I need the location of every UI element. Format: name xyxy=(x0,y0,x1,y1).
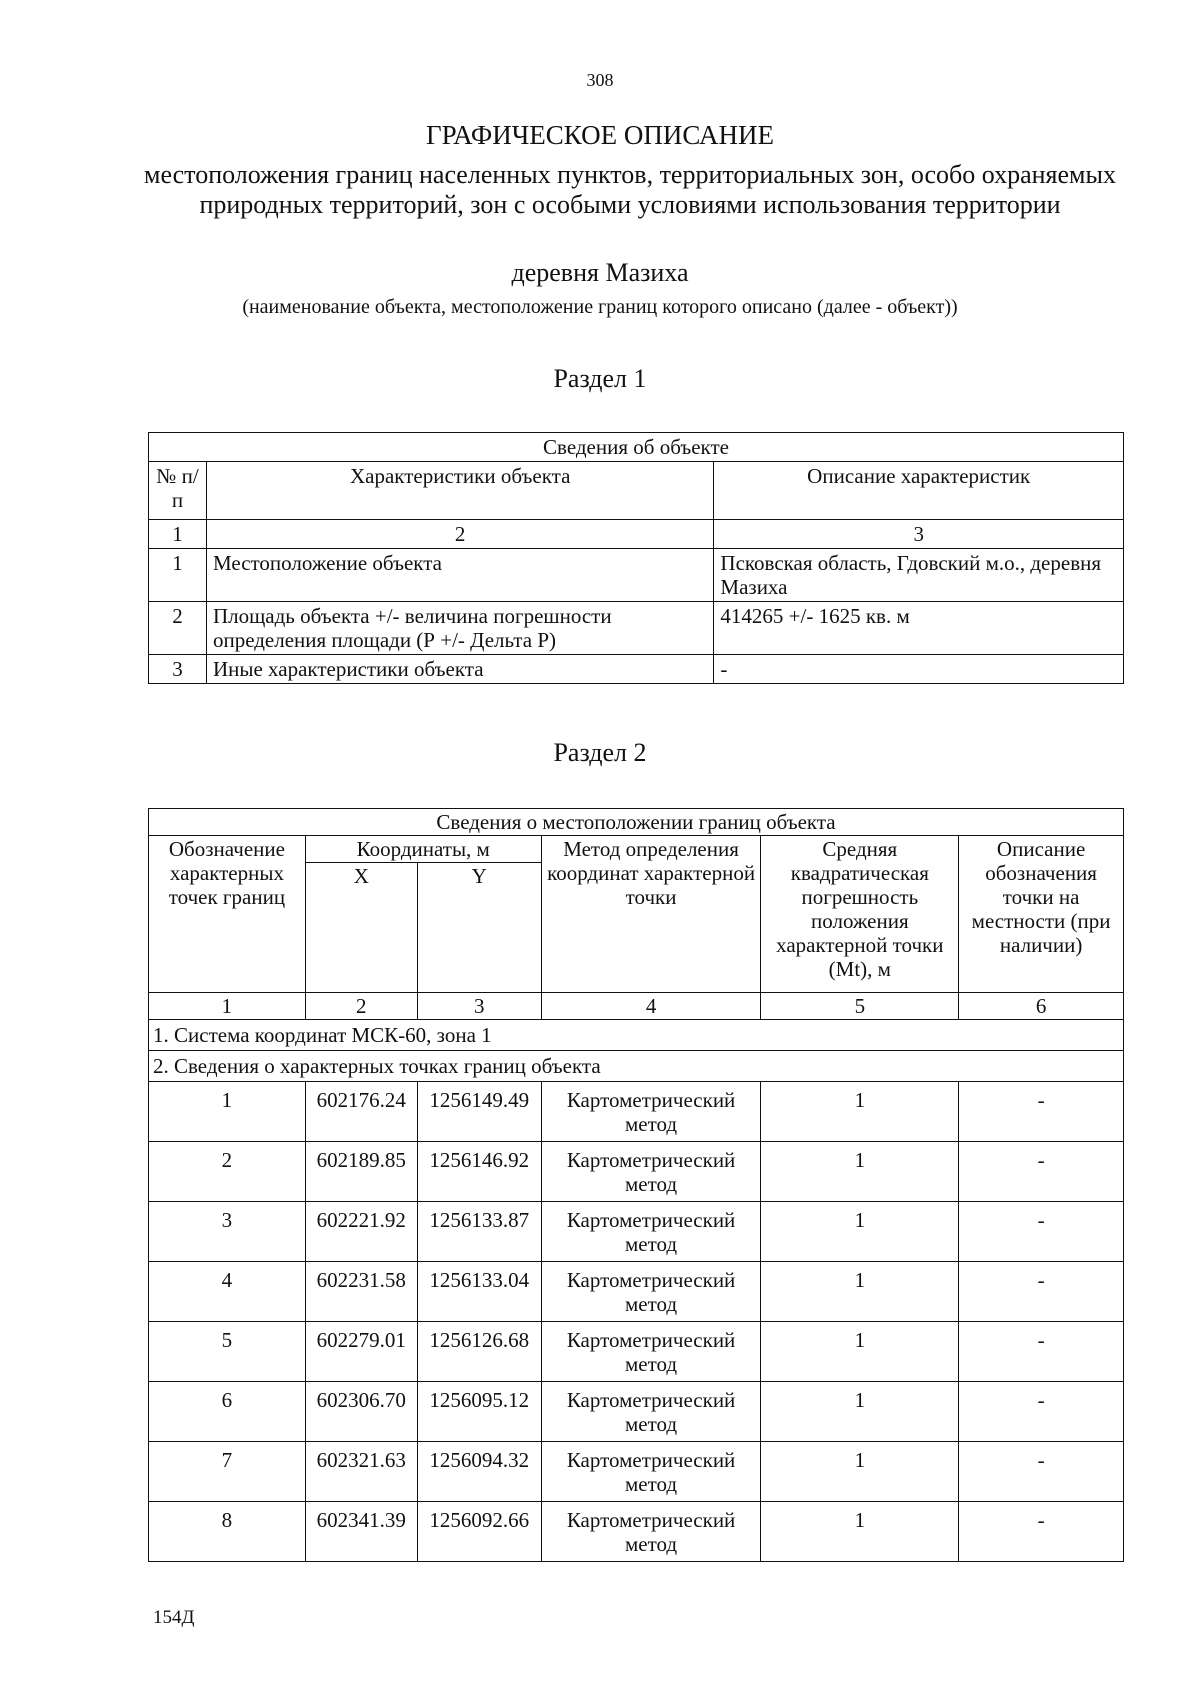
section1-title: Раздел 1 xyxy=(553,364,647,393)
point-description: - xyxy=(959,1442,1124,1502)
point-number: 5 xyxy=(149,1322,306,1382)
document-subtitle: местоположения границ населенных пунктов, территориальных зон, особо охраняемых природных территорий, зон с особыми условиями использования территории xyxy=(144,160,1116,219)
method: Картометрический метод xyxy=(541,1202,761,1262)
method: Картометрический метод xyxy=(541,1382,761,1442)
header-description: Описание характеристик xyxy=(714,462,1124,520)
table-row xyxy=(149,1442,1124,1502)
coord-x: 602321.63 xyxy=(305,1442,417,1502)
error: 1 xyxy=(761,1262,959,1322)
object-caption: (наименование объекта, местоположение границ которого описано (далее - объект)) xyxy=(242,296,958,318)
point-number: 8 xyxy=(149,1502,306,1562)
coord-y: 1256095.12 xyxy=(417,1382,541,1442)
numbering-cell: 3 xyxy=(417,993,541,1020)
coord-y: 1256149.49 xyxy=(417,1082,541,1142)
row-description: Псковская область, Гдовский м.о., деревня Мазиха xyxy=(714,549,1124,602)
coord-x: 602231.58 xyxy=(305,1262,417,1322)
coord-x: 602221.92 xyxy=(305,1202,417,1262)
error: 1 xyxy=(761,1202,959,1262)
document-title: ГРАФИЧЕСКОЕ ОПИСАНИЕ xyxy=(425,120,775,150)
coord-x: 602341.39 xyxy=(305,1502,417,1562)
numbering-cell: 4 xyxy=(541,993,761,1020)
numbering-cell: 2 xyxy=(305,993,417,1020)
coord-y: 1256126.68 xyxy=(417,1322,541,1382)
table-row xyxy=(149,1082,1124,1142)
row-description: 414265 +/- 1625 кв. м xyxy=(714,602,1124,655)
point-number: 4 xyxy=(149,1262,306,1322)
coord-system-row: 1. Система координат МСК-60, зона 1 xyxy=(149,1020,1124,1051)
table-row xyxy=(149,549,1124,602)
coord-x: 602306.70 xyxy=(305,1382,417,1442)
method: Картометрический метод xyxy=(541,1322,761,1382)
object-info-table xyxy=(148,432,1124,684)
coord-y: 1256133.87 xyxy=(417,1202,541,1262)
point-description: - xyxy=(959,1322,1124,1382)
error: 1 xyxy=(761,1442,959,1502)
row-characteristic: Иные характеристики объекта xyxy=(206,655,713,684)
table-row xyxy=(149,1382,1124,1442)
numbering-cell: 2 xyxy=(206,520,713,549)
header-point: Обозначение характерных точек границ xyxy=(149,836,306,993)
boundary-table-title: Сведения о местоположении границ объекта xyxy=(149,809,1124,836)
error: 1 xyxy=(761,1322,959,1382)
row-description: - xyxy=(714,655,1124,684)
point-description: - xyxy=(959,1382,1124,1442)
header-characteristic: Характеристики объекта xyxy=(206,462,713,520)
method: Картометрический метод xyxy=(541,1442,761,1502)
header-method: Метод определения координат характерной точки xyxy=(541,836,761,993)
section2-title: Раздел 2 xyxy=(553,738,647,767)
numbering-cell: 1 xyxy=(149,520,207,549)
header-num: № п/п xyxy=(149,462,207,520)
point-number: 1 xyxy=(149,1082,306,1142)
point-description: - xyxy=(959,1202,1124,1262)
row-num: 1 xyxy=(149,549,207,602)
points-header-row: 2. Сведения о характерных точках границ объекта xyxy=(149,1051,1124,1082)
coord-y: 1256146.92 xyxy=(417,1142,541,1202)
error: 1 xyxy=(761,1382,959,1442)
numbering-cell: 1 xyxy=(149,993,306,1020)
point-number: 6 xyxy=(149,1382,306,1442)
table-row xyxy=(149,1322,1124,1382)
object-info-table-title: Сведения об объекте xyxy=(149,433,1124,462)
row-num: 2 xyxy=(149,602,207,655)
row-characteristic: Местоположение объекта xyxy=(206,549,713,602)
error: 1 xyxy=(761,1502,959,1562)
table-row xyxy=(149,1262,1124,1322)
error: 1 xyxy=(761,1142,959,1202)
coord-x: 602189.85 xyxy=(305,1142,417,1202)
point-description: - xyxy=(959,1142,1124,1202)
header-y: Y xyxy=(417,863,541,993)
table-row xyxy=(149,1142,1124,1202)
boundary-points-table xyxy=(148,808,1124,1562)
table-row xyxy=(149,602,1124,655)
numbering-cell: 3 xyxy=(714,520,1124,549)
coord-x: 602176.24 xyxy=(305,1082,417,1142)
error: 1 xyxy=(761,1082,959,1142)
point-number: 3 xyxy=(149,1202,306,1262)
header-error: Средняя квадратическая погрешность положения характерной точки (Mt), м xyxy=(761,836,959,993)
point-description: - xyxy=(959,1082,1124,1142)
coord-y: 1256094.32 xyxy=(417,1442,541,1502)
row-num: 3 xyxy=(149,655,207,684)
point-description: - xyxy=(959,1262,1124,1322)
table-row xyxy=(149,1202,1124,1262)
method: Картометрический метод xyxy=(541,1142,761,1202)
coord-y: 1256133.04 xyxy=(417,1262,541,1322)
coord-y: 1256092.66 xyxy=(417,1502,541,1562)
method: Картометрический метод xyxy=(541,1262,761,1322)
header-point-description: Описание обозначения точки на местности (при наличии) xyxy=(959,836,1124,993)
point-number: 2 xyxy=(149,1142,306,1202)
table-row xyxy=(149,1502,1124,1562)
method: Картометрический метод xyxy=(541,1082,761,1142)
numbering-cell: 5 xyxy=(761,993,959,1020)
footer-code: 154Д xyxy=(153,1607,195,1628)
header-coords: Координаты, м xyxy=(305,836,541,863)
header-x: X xyxy=(305,863,417,993)
coord-x: 602279.01 xyxy=(305,1322,417,1382)
page-number: 308 xyxy=(586,70,614,90)
point-description: - xyxy=(959,1502,1124,1562)
row-characteristic: Площадь объекта +/- величина погрешности определения площади (Р +/- Дельта Р) xyxy=(206,602,713,655)
table-row xyxy=(149,655,1124,684)
object-name: деревня Мазиха xyxy=(511,258,689,287)
numbering-cell: 6 xyxy=(959,993,1124,1020)
method: Картометрический метод xyxy=(541,1502,761,1562)
point-number: 7 xyxy=(149,1442,306,1502)
